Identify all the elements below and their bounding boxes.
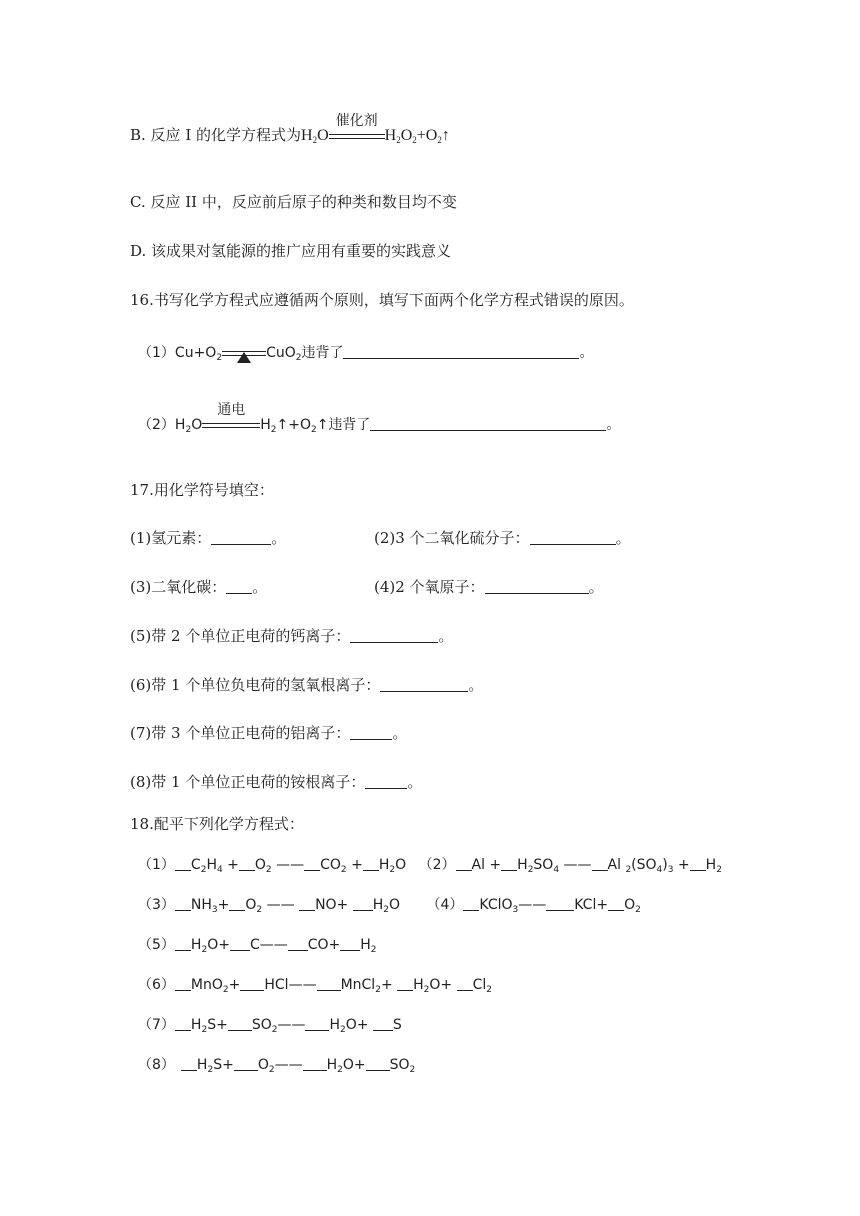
heat-triangle-icon (237, 336, 251, 363)
q17-title: 17.用化学符号填空： (130, 481, 274, 499)
blank[interactable] (366, 1058, 390, 1071)
q17-item-4: (4)2 个氧原子： 。 (374, 578, 604, 596)
blank[interactable] (690, 858, 706, 871)
option-c: C. 反应 II 中，反应前后原子的种类和数目均不变 (130, 193, 457, 211)
answer-blank[interactable] (350, 727, 392, 740)
q17-item-1: (1)氢元素： 。 (130, 529, 287, 547)
answer-blank[interactable] (226, 581, 252, 594)
blank[interactable] (305, 1018, 329, 1031)
blank[interactable] (317, 978, 341, 991)
option-b-text: B. 反应 I 的化学方程式为 (130, 126, 302, 144)
option-d: D. 该成果对氢能源的推广应用有重要的实践意义 (130, 242, 452, 260)
answer-blank[interactable] (530, 532, 616, 545)
blank[interactable] (181, 1058, 197, 1071)
blank[interactable] (353, 898, 373, 911)
q17-item-2: (2)3 个二氧化硫分子： 。 (374, 529, 631, 547)
answer-blank[interactable] (365, 776, 407, 789)
blank[interactable] (230, 938, 250, 951)
answer-blank[interactable] (211, 532, 271, 545)
reactant-formula: $H_2O$ (301, 127, 329, 145)
blank[interactable] (592, 858, 608, 871)
blank[interactable] (175, 978, 191, 991)
q16-eq1: $(1)Cu+O_2$ CuO$_2$违背了 。 (138, 346, 593, 360)
q16-answer-blank-2[interactable] (370, 418, 606, 431)
q16-title: 16.书写化学方程式应遵循两个原则，填写下面两个化学方程式错误的原因。 (130, 291, 634, 309)
answer-blank[interactable] (380, 679, 468, 692)
blank[interactable] (340, 938, 360, 951)
q18-line-2: （3） $NH_3+ O_2$ —— $NO+ H_2O$ （4） KClO$_3$—— $KCl+ O_2$ (138, 897, 641, 915)
blank[interactable] (240, 978, 264, 991)
blank[interactable] (175, 898, 191, 911)
q16-eq2: $(2)H_2O$ 通电 $H_2↑+O_2↑$违背了 。 (138, 401, 621, 435)
blank[interactable] (229, 898, 245, 911)
blank[interactable] (288, 938, 308, 951)
q17-item-8: (8)带 1 个单位正电荷的铵根离子： 。 (130, 773, 423, 791)
blank[interactable] (373, 1018, 393, 1031)
q17-item-3: (3)二氧化碳： 。 (130, 578, 268, 596)
q18-title: 18.配平下列化学方程式： (130, 815, 304, 833)
product-formula: $H_2O_2+O_2↑$ (384, 127, 450, 145)
blank[interactable] (463, 898, 479, 911)
blank[interactable] (234, 1058, 258, 1071)
q18-line-3: （5） $H_2O+$ C—— $CO+ H_2$ (138, 937, 377, 955)
blank[interactable] (304, 858, 320, 871)
q17-item-6: (6)带 1 个单位负电荷的氢氧根离子： 。 (130, 676, 484, 694)
q18-line-5: （7） $H_2S+$ $SO_2——$ $H_2O+ S$ (138, 1017, 402, 1035)
q18-line-1: （1） $C_2H_4 + O_2$ —— $CO_2 + H_2O$ （2） $Al + H_2SO_4$ —— Al $_2(SO_4)_3 + H_2$ (138, 857, 722, 875)
q18-line-6: （8） $H_2S+$ $O_2——$ $H_2O+ SO_2$ (138, 1057, 416, 1075)
blank[interactable] (457, 978, 473, 991)
blank[interactable] (363, 858, 379, 871)
heat-condition (222, 351, 266, 356)
blank[interactable] (228, 1018, 252, 1031)
q16-answer-blank-1[interactable] (343, 346, 579, 359)
blank[interactable] (175, 938, 191, 951)
blank[interactable] (456, 858, 472, 871)
q17-item-5: (5)带 2 个单位正电荷的钙离子： 。 (130, 627, 454, 645)
catalyst-condition: 催化剂 (329, 134, 385, 139)
option-b (130, 112, 450, 145)
q17-item-7: (7)带 3 个单位正电荷的铝离子： 。 (130, 724, 408, 742)
answer-blank[interactable] (485, 581, 589, 594)
blank[interactable] (397, 978, 413, 991)
blank[interactable] (608, 898, 624, 911)
q18-line-4: （6） MnO$_2$+ HCl—— MnCl$_2$+ $H_2O+ Cl_2$ (138, 977, 492, 995)
blank[interactable] (239, 858, 255, 871)
blank[interactable] (303, 1058, 327, 1071)
blank[interactable] (501, 858, 517, 871)
answer-blank[interactable] (350, 630, 438, 643)
blank[interactable] (299, 898, 315, 911)
blank[interactable] (175, 858, 191, 871)
electrolysis-condition: 通电 (202, 423, 260, 428)
blank[interactable] (546, 898, 574, 911)
blank[interactable] (175, 1018, 191, 1031)
